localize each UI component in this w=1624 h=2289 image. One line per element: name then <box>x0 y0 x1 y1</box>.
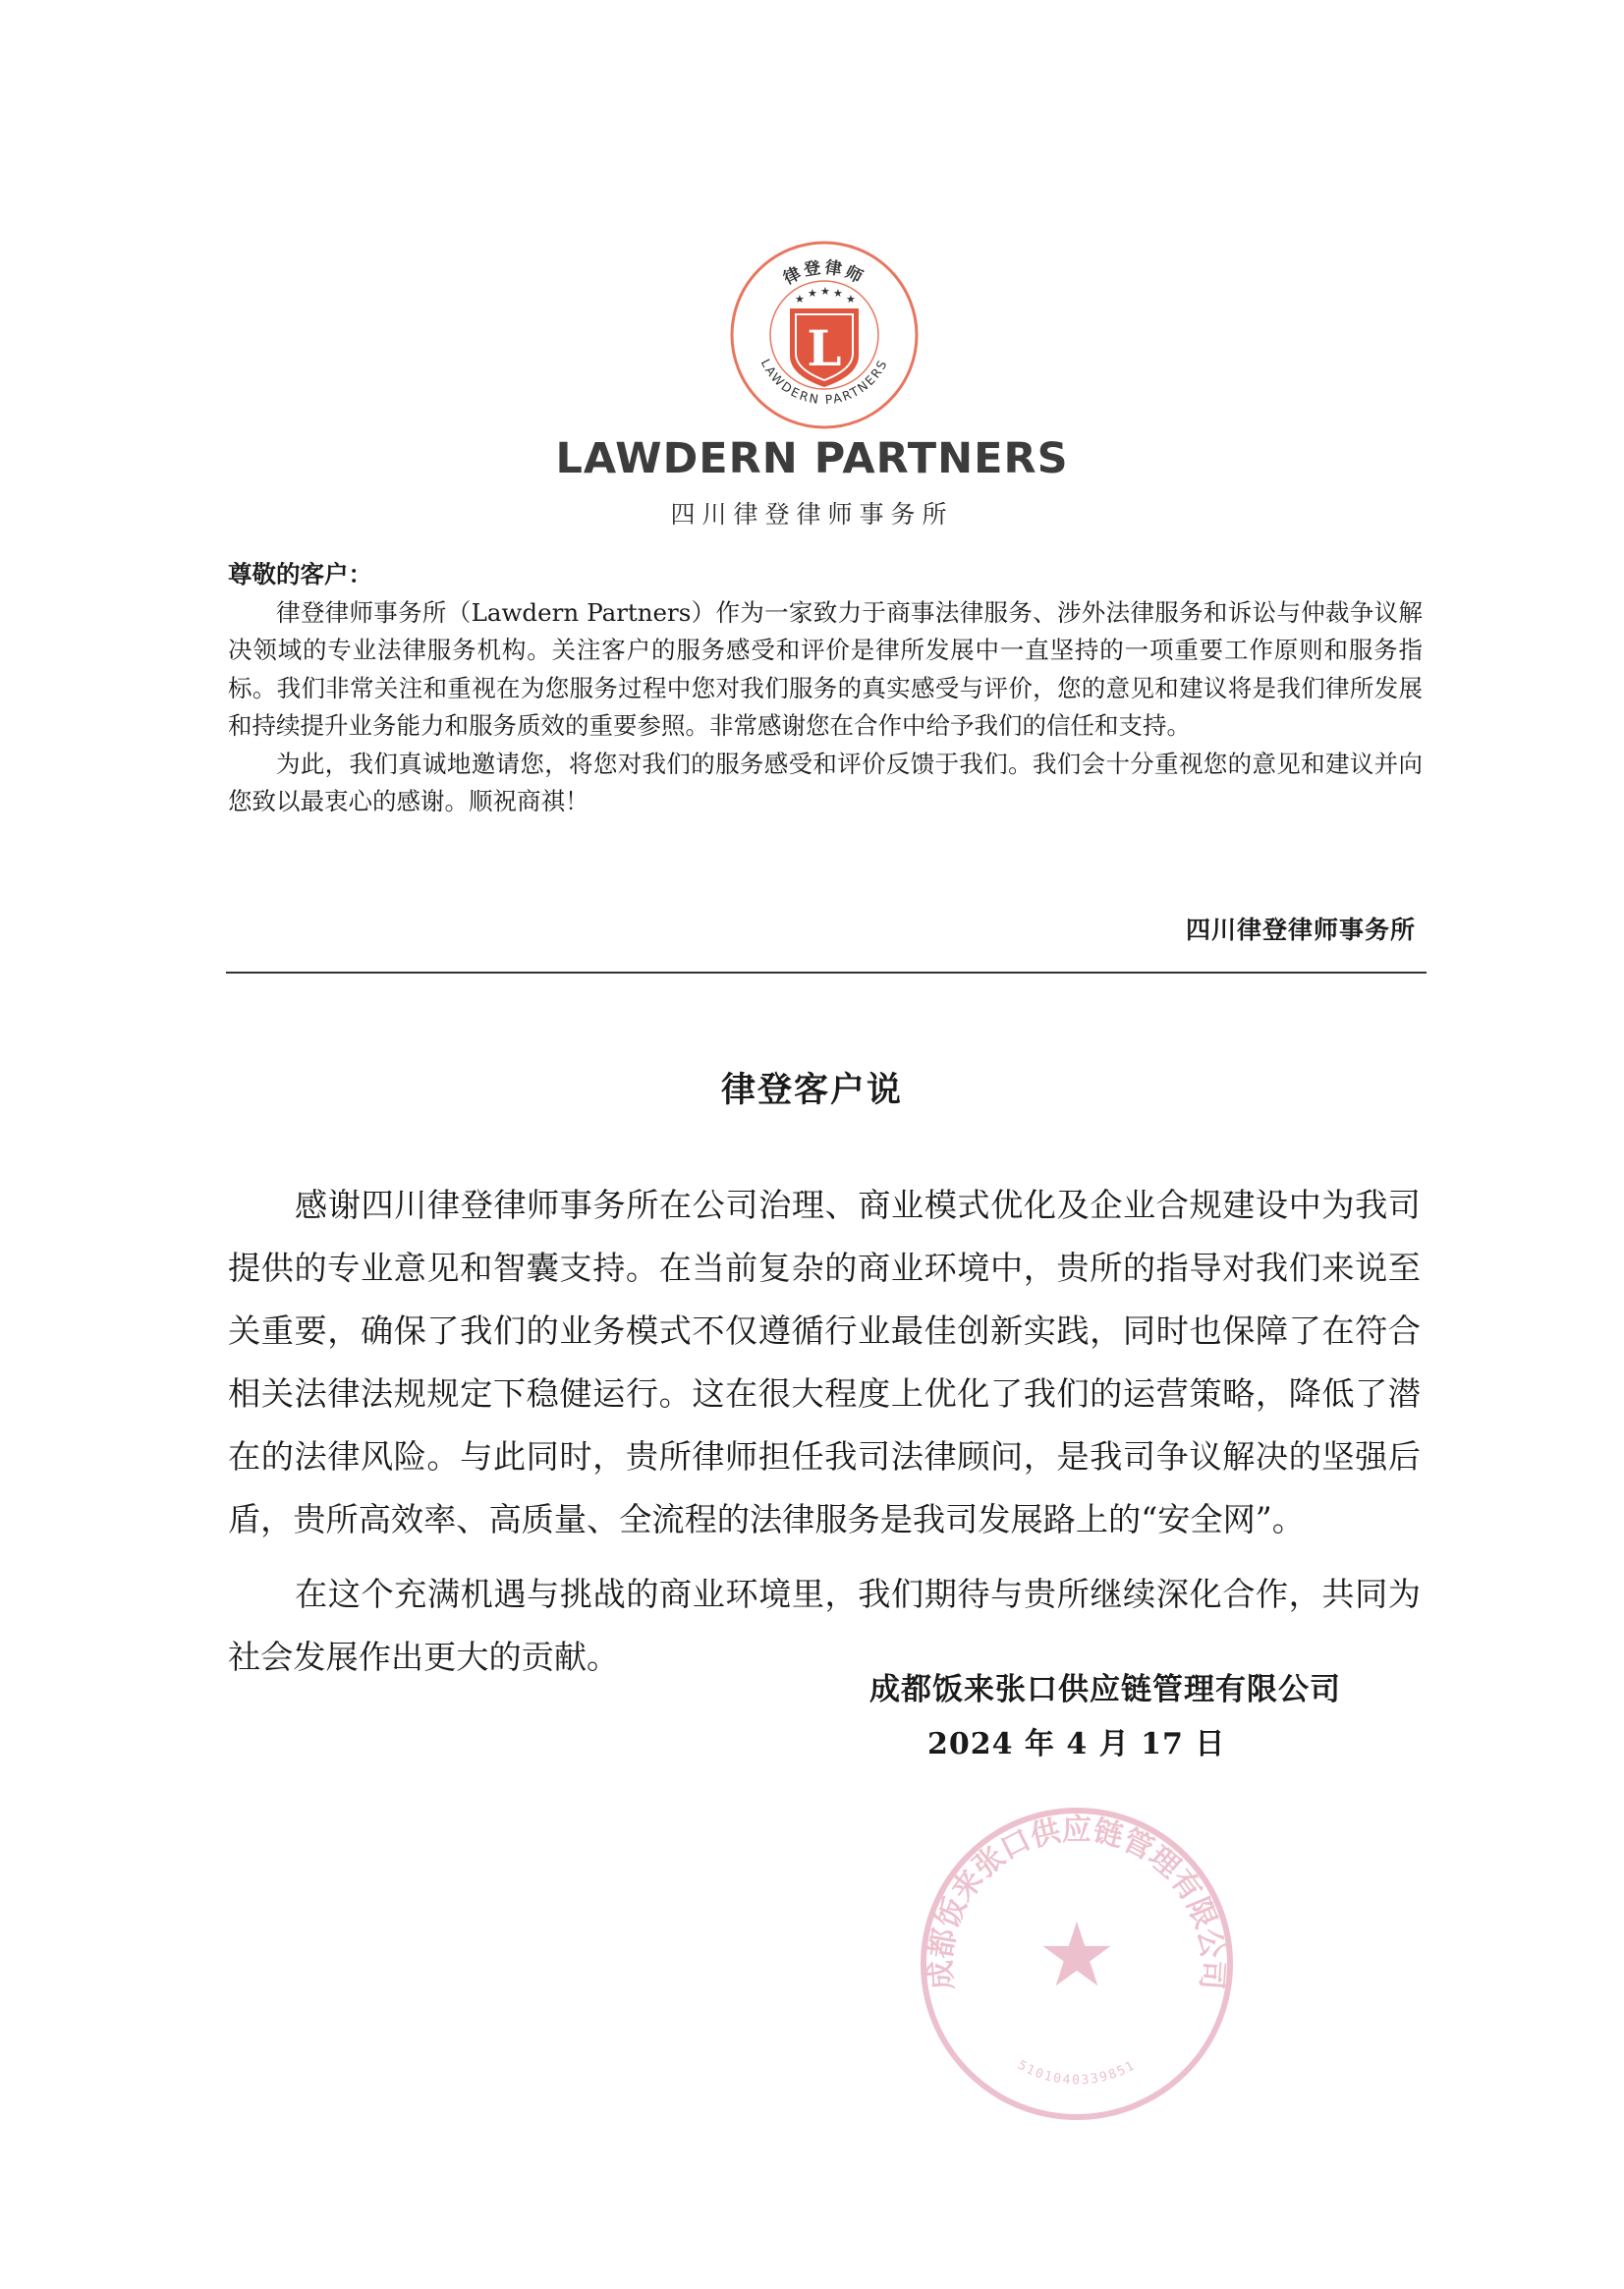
logo-letter: L <box>807 319 842 377</box>
svg-text:★: ★ <box>833 287 843 300</box>
svg-text:5101040339851 <box>1015 2058 1139 2088</box>
firm-logo <box>729 240 920 430</box>
seal-number: 5101040339851 <box>1015 2057 1139 2089</box>
seal-star-icon: ★ <box>1036 1904 1117 2007</box>
testimonial-paragraph: 在这个充满机遇与挑战的商业环境里，我们期待与贵所继续深化合作，共同为社会发展作出更大的贡献。 <box>228 1575 1421 1676</box>
brand-name: LAWDERN PARTNERS <box>555 434 1069 483</box>
salutation: 尊敬的客户： <box>228 560 372 588</box>
divider <box>226 972 1427 974</box>
svg-text:★: ★ <box>820 285 830 298</box>
testimonial-body <box>228 1174 1421 1689</box>
company-seal <box>917 1804 1237 2124</box>
logo-arc-top: 律登律师 <box>780 257 868 290</box>
letter-signature: 四川律登律师事务所 <box>1185 916 1416 944</box>
svg-text:★: ★ <box>846 293 856 306</box>
svg-text:★: ★ <box>808 287 817 300</box>
testimonial-title: 律登客户说 <box>720 1071 903 1110</box>
company-name: 成都饭来张口供应链管理有限公司 <box>869 1672 1341 1707</box>
seal-text: 成都饭来张口供应链管理有限公司 <box>924 1813 1230 1991</box>
testimonial-date: 2024 年 4 月 17 日 <box>927 1727 1226 1761</box>
logo-arc-bottom: LAWDERN PARTNERS <box>757 356 891 408</box>
letter-paragraph: 律登律师事务所（Lawdern Partners）作为一家致力于商事法律服务、涉外法律服务和诉讼与仲裁争议解决领域的专业法律服务机构。关注客户的服务感受和评价是律所发展中一直坚持的一项重要工作原则和服务指标。我们非常关注和重视在为您服务过程中您对我们服务的真实感受与评价，您的意见和建议将是我们律所发展和持续提升业务能力和服务质效的重要参照。非常感谢您在合作中给予我们的信任和支持。 <box>228 597 1423 740</box>
svg-text:★: ★ <box>795 293 805 306</box>
testimonial-paragraph: 感谢四川律登律师事务所在公司治理、商业模式优化及企业合规建设中为我司提供的专业意见和智囊支持。在当前复杂的商业环境中，贵所的指导对我们来说至关重要，确保了我们的业务模式不仅遵循行业最佳创新实践，同时也保障了在符合相关法律法规规定下稳健运行。这在很大程度上优化了我们的运营策略，降低了潜在的法律风险。与此同时，贵所律师担任我司法律顾问，是我司争议解决的坚强后盾，贵所高效率、高质量、全流程的法律服务是我司发展路上的“安全网”。 <box>228 1186 1421 1538</box>
letter-paragraph: 为此，我们真诚地邀请您，将您对我们的服务感受和评价反馈于我们。我们会十分重视您的意见和建议并向您致以最衷心的感谢。顺祝商祺！ <box>228 749 1423 815</box>
brand-name-cn: 四川律登律师事务所 <box>670 500 954 529</box>
firm-logo-emblem <box>729 240 920 430</box>
logo-stars <box>795 285 856 306</box>
invitation-letter <box>228 556 1423 821</box>
